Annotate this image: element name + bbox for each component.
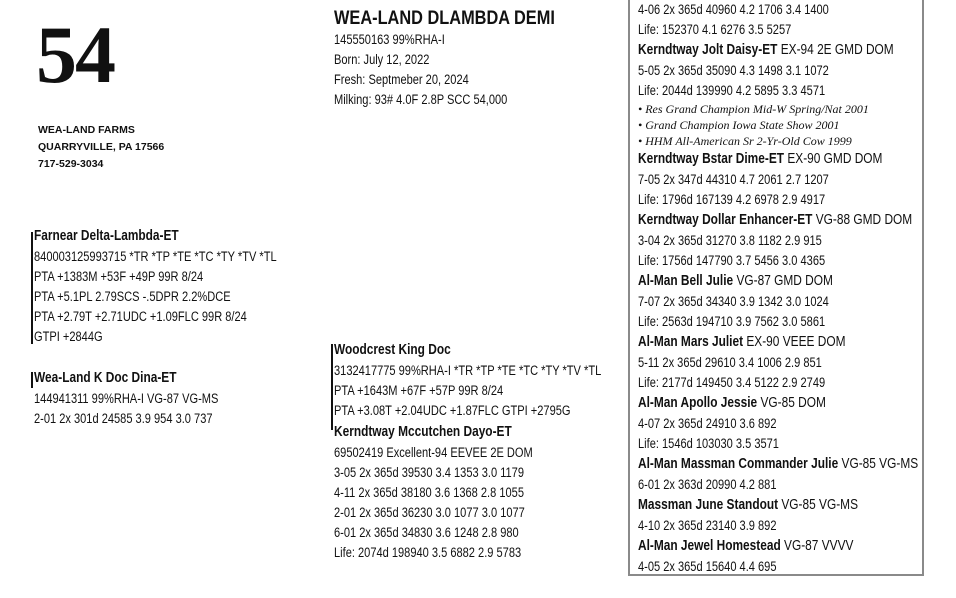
pedigree-line: 4-10 2x 365d 23140 3.9 892	[638, 518, 777, 533]
granddam-line: 69502419 Excellent-94 EEVEE 2E DOM	[334, 445, 533, 460]
sire-line: 840003125993715 *TR *TP *TE *TC *TY *TV *TL	[34, 249, 277, 264]
pedigree-line: Life: 1796d 167139 4.2 6978 2.9 4917	[638, 192, 826, 207]
pedigree-ancestor-name	[638, 454, 919, 475]
sire-line: PTA +5.1PL 2.79SCS -.5DPR 2.2%DCE	[34, 289, 231, 304]
pedigree-line: 5-05 2x 365d 35090 4.3 1498 3.1 1072	[638, 63, 829, 78]
pedigree-line: 4-05 2x 365d 15640 4.4 695	[638, 559, 777, 574]
dam-line: 2-01 2x 301d 24585 3.9 954 3.0 737	[34, 411, 213, 426]
ancestor-classification: VG-85 VG-MS	[778, 497, 859, 513]
pedigree-line: Life: 1756d 147790 3.7 5456 3.0 4365	[638, 253, 826, 268]
ancestor-classification: EX-94 2E GMD DOM	[777, 42, 894, 58]
dam-name: Wea-Land K Doc Dina-ET	[34, 370, 177, 386]
granddam-line: 4-11 2x 365d 38180 3.6 1368 2.8 1055	[334, 485, 524, 500]
farm-name: WEA-LAND FARMS	[38, 124, 135, 136]
pedigree-ancestor-name	[638, 536, 864, 557]
pedigree-line: Life: 2044d 139990 4.2 5895 3.3 4571	[638, 83, 826, 98]
grandsire-name: Woodcrest King Doc	[334, 342, 451, 358]
pedigree-ancestor-name	[638, 40, 894, 61]
animal-name: WEA-LAND DLAMBDA DEMI	[334, 8, 555, 29]
ancestor-name-text: Al-Man Mars Juliet	[638, 334, 744, 350]
ancestor-classification: VG-85 DOM	[757, 395, 826, 411]
ancestor-classification: VG-87 GMD DOM	[733, 273, 833, 289]
ancestor-name-text: Kerndtway Dollar Enhancer-ET	[638, 212, 813, 228]
pedigree-line: 7-05 2x 347d 44310 4.7 2061 2.7 1207	[638, 172, 829, 187]
maternal-granddam-block	[334, 422, 576, 563]
deep-pedigree-box	[628, 0, 924, 576]
pedigree-line: 4-07 2x 365d 24910 3.6 892	[638, 416, 777, 431]
ancestor-classification: VG-87 VVVV	[780, 538, 854, 554]
pedigree-award: • Res Grand Champion Mid-W Spring/Nat 2001	[638, 102, 869, 116]
pedigree-award: • HHM All-American Sr 2-Yr-Old Cow 1999	[638, 134, 852, 148]
grandsire-line: PTA +3.08T +2.04UDC +1.87FLC GTPI +2795G	[334, 403, 571, 418]
pedigree-ancestor-name	[638, 495, 864, 516]
pedigree-line: 3-04 2x 365d 31270 3.8 1182 2.9 915	[638, 233, 822, 248]
grandsire-bracket	[331, 344, 333, 430]
pedigree-line: Life: 1546d 103030 3.5 3571	[638, 436, 779, 451]
sire-name: Farnear Delta-Lambda-ET	[34, 228, 179, 244]
ancestor-classification: VG-88 GMD DOM	[812, 212, 913, 228]
sire-line: PTA +2.79T +2.71UDC +1.09FLC 99R 8/24	[34, 309, 247, 324]
pedigree-line: 5-11 2x 365d 29610 3.4 1006 2.9 851	[638, 355, 822, 370]
pedigree-line: Life: 2177d 149450 3.4 5122 2.9 2749	[638, 375, 826, 390]
pedigree-line: 4-06 2x 365d 40960 4.2 1706 3.4 1400	[638, 2, 829, 17]
dam-line: 144941311 99%RHA-I VG-87 VG-MS	[34, 391, 219, 406]
granddam-line: 6-01 2x 365d 34830 3.6 1248 2.8 980	[334, 525, 519, 540]
granddam-line: 2-01 2x 365d 36230 3.0 1077 3.0 1077	[334, 505, 525, 520]
ancestor-name-text: Al-Man Apollo Jessie	[638, 395, 758, 411]
pedigree-ancestor-name	[638, 271, 864, 292]
grandsire-line: PTA +1643M +67F +57P 99R 8/24	[334, 383, 504, 398]
ancestor-name-text: Al-Man Massman Commander Julie	[638, 456, 839, 472]
animal-milking: Milking: 93# 4.0F 2.8P SCC 54,000	[334, 92, 508, 107]
ancestor-name-text: Al-Man Bell Julie	[638, 273, 734, 289]
sire-block	[34, 226, 330, 347]
granddam-name: Kerndtway Mccutchen Dayo-ET	[334, 424, 512, 440]
animal-registration: 145550163 99%RHA-I	[334, 32, 445, 47]
dam-block	[34, 368, 259, 429]
farm-city: QUARRYVILLE, PA 17566	[38, 141, 165, 153]
granddam-line: Life: 2074d 198940 3.5 6882 2.9 5783	[334, 545, 522, 560]
pedigree-ancestor-name	[638, 149, 883, 170]
pedigree-ancestor-name	[638, 393, 864, 414]
sire-line: PTA +1383M +53F +49P 99R 8/24	[34, 269, 204, 284]
grandsire-line: 3132417775 99%RHA-I *TR *TP *TE *TC *TY *TV *TL	[334, 363, 602, 378]
ancestor-classification: EX-90 GMD DOM	[784, 151, 883, 167]
dam-bracket	[31, 372, 33, 388]
pedigree-ancestor-name	[638, 210, 913, 231]
ancestor-name-text: Kerndtway Jolt Daisy-ET	[638, 42, 778, 58]
granddam-line: 3-05 2x 365d 39530 3.4 1353 3.0 1179	[334, 465, 524, 480]
animal-fresh: Fresh: Septmeber 20, 2024	[334, 72, 469, 87]
maternal-grandsire-block	[334, 340, 660, 421]
pedigree-line: Life: 152370 4.1 6276 3.5 5257	[638, 22, 792, 37]
animal-header	[334, 8, 591, 110]
ancestor-name-text: Massman June Standout	[638, 497, 779, 513]
ancestor-name-text: Kerndtway Bstar Dime-ET	[638, 151, 785, 167]
pedigree-line: 7-07 2x 365d 34340 3.9 1342 3.0 1024	[638, 294, 829, 309]
sire-line: GTPI +2844G	[34, 329, 103, 344]
ancestor-classification: EX-90 VEEE DOM	[743, 334, 846, 350]
pedigree-ancestor-name	[638, 332, 864, 353]
animal-born: Born: July 12, 2022	[334, 52, 430, 67]
pedigree-line: Life: 2563d 194710 3.9 7562 3.0 5861	[638, 314, 826, 329]
pedigree-line: 6-01 2x 363d 20990 4.2 881	[638, 477, 777, 492]
pedigree-award: • Grand Champion Iowa State Show 2001	[638, 118, 840, 132]
ancestor-name-text: Al-Man Jewel Homestead	[638, 538, 781, 554]
lot-number: 54	[36, 9, 114, 100]
farm-info	[38, 122, 164, 173]
ancestor-classification: VG-85 VG-MS	[838, 456, 919, 472]
farm-phone: 717-529-3034	[38, 158, 104, 170]
sire-bracket	[31, 232, 33, 344]
